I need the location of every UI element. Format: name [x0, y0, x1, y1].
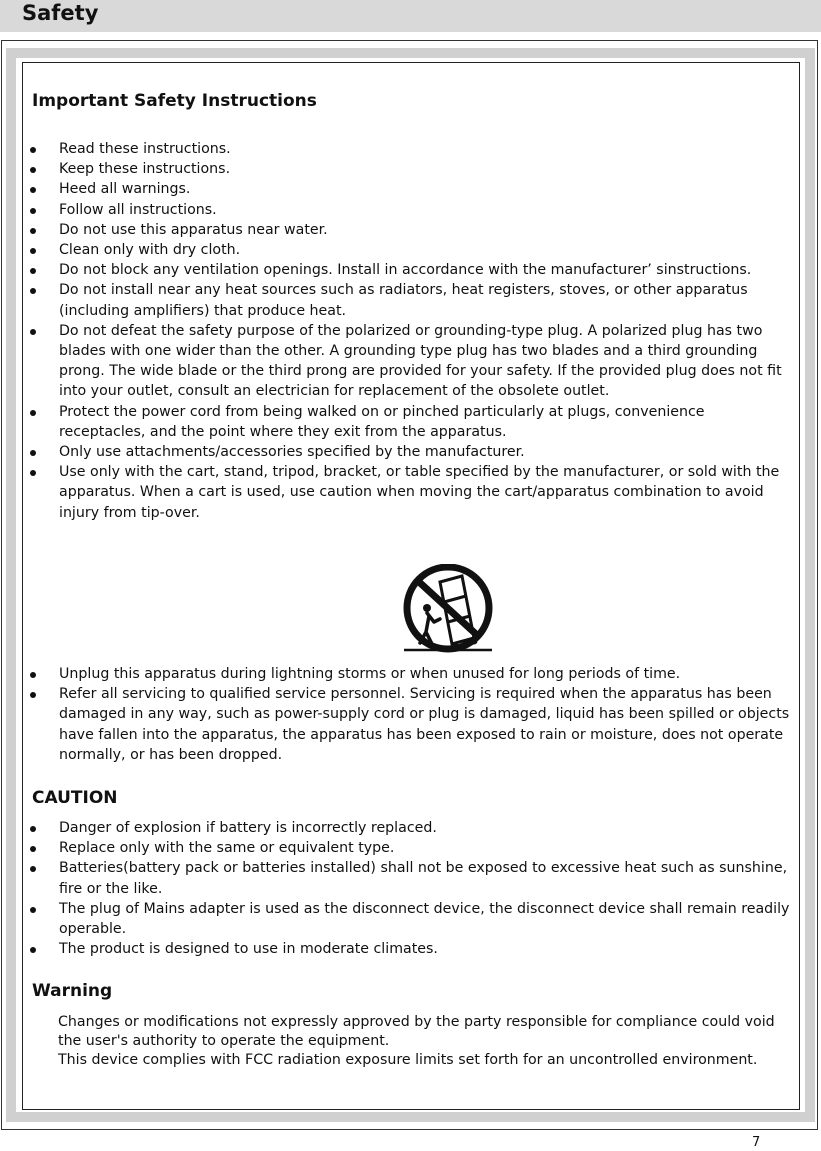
- list-item: Do not defeat the safety purpose of the polarized or grounding-type plug. A polarized plug has two blades with one wider than the other. A grounding type plug has two blades and a third grounding prong. The wide blade or the third prong are provided for your safety. If the provided plug does not fit into your outlet, consult an electrician for replacement of the obsolete outlet.: [26, 321, 791, 402]
- list-item: Follow all instructions.: [26, 200, 791, 220]
- list-item: The plug of Mains adapter is used as the disconnect device, the disconnect device shall remain readily operable.: [26, 899, 791, 939]
- list-item: Heed all warnings.: [26, 179, 791, 199]
- list-item: Unplug this apparatus during lightning storms or when unused for long periods of time.: [26, 664, 791, 684]
- list-item: Read these instructions.: [26, 139, 791, 159]
- list-item: Replace only with the same or equivalent type.: [26, 838, 791, 858]
- warning-body: [58, 1013, 788, 1070]
- list-item: The product is designed to use in moderate climates.: [26, 939, 791, 959]
- caution-heading: CAUTION: [32, 788, 118, 808]
- list-item: Do not install near any heat sources such as radiators, heat registers, stoves, or other apparatus (including amplifiers) that produce heat.: [26, 280, 791, 320]
- list-item: Do not block any ventilation openings. Install in accordance with the manufacturer’ sinstructions.: [26, 260, 791, 280]
- warning-heading: Warning: [32, 981, 113, 1001]
- list-item: Danger of explosion if battery is incorrectly replaced.: [26, 818, 791, 838]
- caution-list: [26, 818, 791, 959]
- warning-paragraph: This device complies with FCC radiation exposure limits set forth for an uncontrolled environment.: [58, 1052, 758, 1068]
- page-title: Safety: [22, 1, 99, 25]
- page-number: 7: [752, 1135, 761, 1150]
- list-item: Only use attachments/accessories specified by the manufacturer.: [26, 442, 791, 462]
- safety-instructions-list: [26, 139, 791, 523]
- list-item: Batteries(battery pack or batteries installed) shall not be exposed to excessive heat such as sunshine, fire or the like.: [26, 858, 791, 898]
- list-item: Use only with the cart, stand, tripod, bracket, or table specified by the manufacturer, or sold with the apparatus. When a cart is used, use caution when moving the cart/apparatus combination to avoid injury from tip-over.: [26, 462, 791, 523]
- important-safety-heading: Important Safety Instructions: [32, 91, 317, 111]
- list-item: Do not use this apparatus near water.: [26, 220, 791, 240]
- safety-instructions-list-continued: [26, 664, 791, 765]
- page-header-bar: [0, 0, 821, 32]
- list-item: Protect the power cord from being walked on or pinched particularly at plugs, convenience receptacles, and the point where they exit from the apparatus.: [26, 402, 791, 442]
- cart-tip-over-warning-icon: [400, 564, 496, 656]
- list-item: Clean only with dry cloth.: [26, 240, 791, 260]
- list-item: Refer all servicing to qualified service personnel. Servicing is required when the apparatus has been damaged in any way, such as power-supply cord or plug is damaged, liquid has been spilled or objects have fallen into the apparatus, the apparatus has been exposed to rain or moisture, does not operate normally, or has been dropped.: [26, 684, 791, 765]
- list-item: Keep these instructions.: [26, 159, 791, 179]
- warning-paragraph: Changes or modifications not expressly approved by the party responsible for compliance could void the user's authority to operate the equipment.: [58, 1014, 775, 1049]
